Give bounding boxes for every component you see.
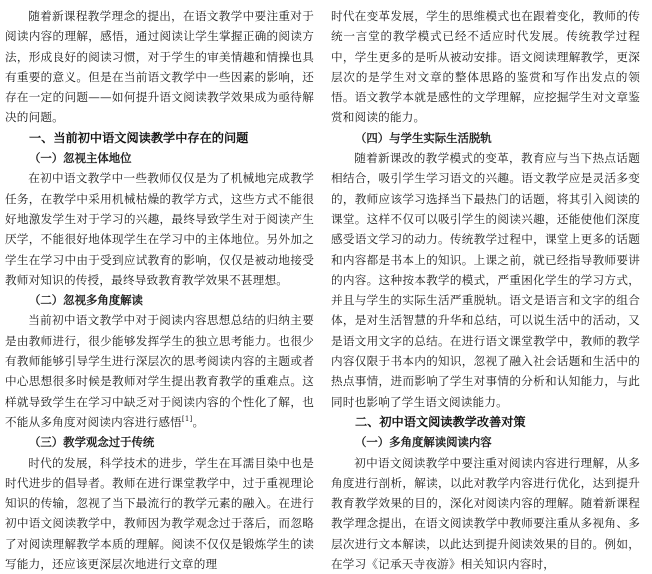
section-heading-problems: 一、当前初中语文阅读教学中存在的问题: [29, 130, 249, 145]
paragraph-multi-angle: [5, 310, 314, 432]
subheading-life-disconnect: （四）与学生实际生活脱轨: [355, 130, 492, 145]
continued-paragraph: 时代在变革发展，学生的思维模式也在跟着变化，教师的传统一言堂的教学模式已经不适应时代发展。传统教学过程中，学生更多的是听从被动安排。语文阅读理解教学，更深层次的是学生对文章的整体思路的鉴赏和写作出发点的领悟。语文教学本就是感性的文学理解，应挖掘学生对文章鉴赏和阅读的能力。: [331, 9, 640, 125]
paragraph-multi-angle-text: 当前初中语文教学中对于阅读内容思想总结的归纳主要是由教师进行，很少能够发挥学生的独立思考能力。也很少有教师能够引导学生进行深层次的思考阅读内容的主题或者中心思想很多时候是教师对学生提出教育教学的重难点。这样就导致学生在学习中缺乏对于阅读内容的个性化了解，也不能从多角度对阅读内容进行感悟: [5, 313, 314, 429]
right-column: [331, 6, 640, 574]
subheading-traditional-concept: （三）教学观念过于传统: [29, 435, 155, 450]
paragraph-multi-angle-end: 。: [192, 414, 205, 429]
citation-marker: [1]: [181, 415, 193, 424]
intro-paragraph: 随着新课程教学理念的提出，在语文教学中要注重对于阅读内容的理解，感悟，通过阅读让学生掌握正确的阅读方法，形成良好的阅读习惯，对于学生的审美情趣和情操也具有重要的意义。但是在当前语文教学中一些因素的影响，还存在一定的问题——如何提升语文阅读教学效果成为亟待解决的问题。: [5, 9, 314, 125]
subheading-multi-angle-reading: （一）多角度解读阅读内容: [355, 435, 492, 450]
paragraph-traditional-concept: 时代的发展，科学技术的进步，学生在耳濡目染中也是时代进步的倡导者。教师在进行课堂教学中，过于重视理论知识的传输，忽视了当下最流行的教学元素的融入。在进行初中语文阅读教学中，教师因为教学观念过于落后，而忽略了对阅读理解教学本质的理解。阅读不仅仅是锻炼学生的读写能力，还应该更深层次地进行文章的理: [5, 455, 314, 572]
subheading-ignore-subject: （一）忽视主体地位: [29, 151, 132, 166]
left-column: [5, 6, 314, 574]
paragraph-ignore-subject: 在初中语文教学中一些教师仅仅是为了机械地完成教学任务，在教学中采用机械枯燥的教学方式，这些方式不能很好地激发学生对于学习的兴趣，最终导致学生对于阅读产生厌学，不能很好地体现学生在学习中的主体地位。另外加之学生在学习中由于受到应试教育的影响，仅仅是被动地接受教师对知识的传授，最终导致教育教学效果不甚理想。: [5, 171, 314, 287]
section-heading-strategies: 二、初中语文阅读教学改善对策: [355, 414, 526, 429]
paragraph-life-disconnect: 随着新课改的教学模式的变革，教育应与当下热点话题相结合，吸引学生学习语文的兴趣。语文教学应是灵活多变的，教师应该学习选择当下最热门的话题，将其引入阅读的课堂。这样不仅可以吸引学生的阅读兴趣，还能使他们深度感受语文学习的动力。传统教学过程中，课堂上更多的话题和内容都是书本上的知识。上课之前，就已经指导教师要讲的内容。这种按本教学的模式，严重困化学生的学习方式，并且与学生的实际生活严重脱轨。语文是语言和文字的组合体，是对生活智慧的升华和总结，可以说生活中的活动，又是语文用文字的总结。在进行语文课堂教学中，教师的教学内容仅限于书本内的知识，忽视了融入社会话题和生活中的热点事情，进而影响了学生对事情的分析和认知能力，与此同时也影响了学生语文阅读能力。: [331, 151, 640, 409]
subheading-multi-angle: （二）忽视多角度解读: [29, 293, 143, 308]
paragraph-multi-angle-reading: 初中语文阅读教学中要注重对阅读内容进行理解，从多角度进行剖析，解读，以此对教学内容进行优化，达到提升教育教学效果的目的，深化对阅读内容的理解。随着新课程教学理念提出，在语文阅读教学中教师要注重从多视角、多层次进行文本解读，以此达到提升阅读效果的目的。例如，在学习《记承天寺夜游》相关知识内容时，: [331, 455, 640, 572]
